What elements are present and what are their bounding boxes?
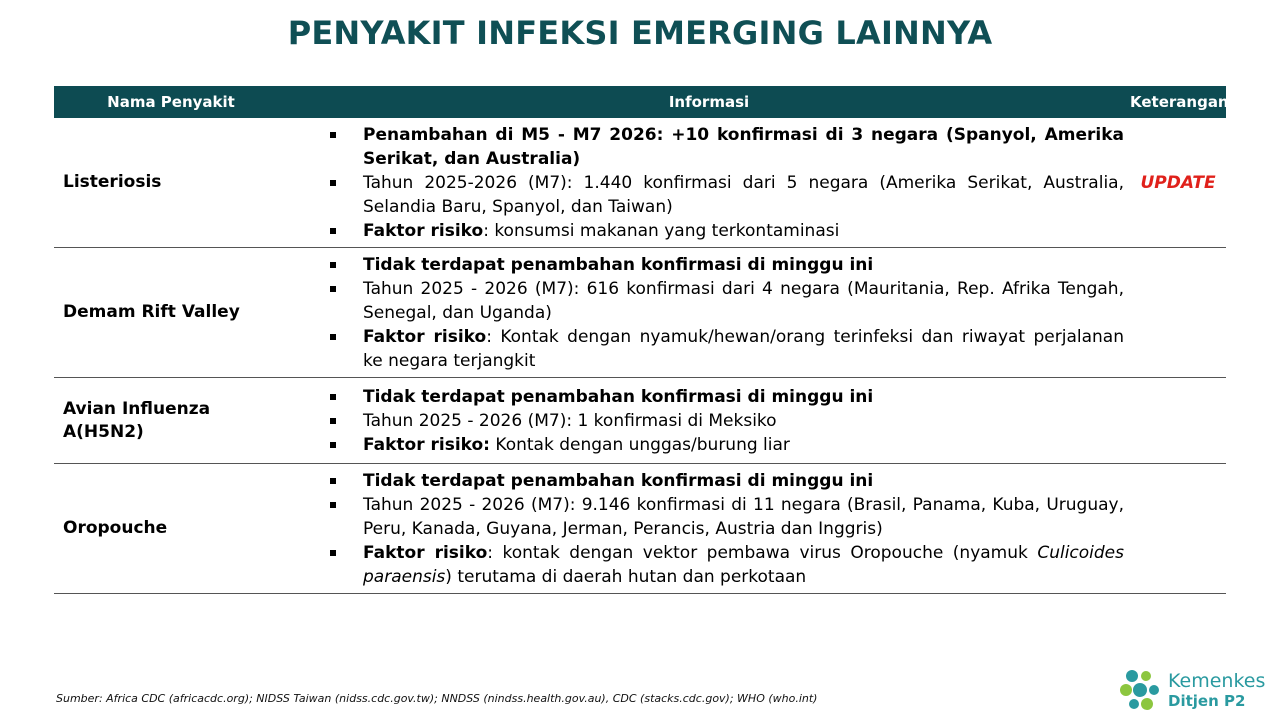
logo-sub: Ditjen P2 [1168, 692, 1246, 710]
header-keterangan: Keterangan [1130, 93, 1229, 111]
bullet-icon [330, 132, 336, 138]
list-item: Faktor risiko: Kontak dengan unggas/burung liar [328, 433, 1124, 457]
kemenkes-logo [1116, 666, 1266, 714]
bullet-icon [330, 550, 336, 556]
table-row [54, 118, 1226, 248]
list-item: Faktor risiko: kontak dengan vektor pembawa virus Oropouche (nyamuk Culicoides paraensis) terutama di daerah hutan dan perkotaan [328, 541, 1124, 589]
list-item: Tahun 2025 - 2026 (M7): 616 konfirmasi dari 4 negara (Mauritania, Rep. Afrika Tengah, Senegal, dan Uganda) [328, 277, 1124, 325]
table-row [54, 464, 1226, 594]
bullet-icon [330, 180, 336, 186]
logo-name: Kemenkes [1168, 670, 1266, 692]
list-item: Tahun 2025 - 2026 (M7): 1 konfirmasi di Meksiko [328, 409, 1124, 433]
disease-info [288, 119, 1130, 247]
bullet-icon [330, 334, 336, 340]
header-nama-penyakit: Nama Penyakit [107, 93, 235, 111]
list-item: Faktor risiko: Kontak dengan nyamuk/hewan/orang terinfeksi dan riwayat perjalanan ke negara terjangkit [328, 325, 1124, 373]
bullet-icon [330, 442, 336, 448]
list-item: Tahun 2025 - 2026 (M7): 9.146 konfirmasi di 11 negara (Brasil, Panama, Kuba, Uruguay, Peru, Kanada, Guyana, Jerman, Perancis, Austria dan Inggris) [328, 493, 1124, 541]
disease-name: Listeriosis [63, 172, 162, 192]
list-item: Tidak terdapat penambahan konfirmasi di minggu ini [328, 469, 1124, 493]
bullet-icon [330, 418, 336, 424]
bullet-icon [330, 502, 336, 508]
source-note: Sumber: Africa CDC (africacdc.org); NIDSS Taiwan (nidss.cdc.gov.tw); NNDSS (nindss.health.gov.au), CDC (stacks.cdc.gov); WHO (who.int) [56, 692, 818, 705]
header-informasi: Informasi [668, 93, 750, 111]
kemenkes-logo-icon [1116, 666, 1164, 714]
disease-table [54, 86, 1229, 594]
table-row [54, 378, 1226, 464]
table-row [54, 248, 1226, 378]
table-header [54, 86, 1229, 118]
bullet-icon [330, 228, 336, 234]
list-item: Penambahan di M5 - M7 2026: +10 konfirmasi di 3 negara (Spanyol, Amerika Serikat, dan Australia) [328, 123, 1124, 171]
disease-info [288, 249, 1130, 377]
bullet-icon [330, 286, 336, 292]
disease-info [288, 465, 1130, 593]
list-item: Tidak terdapat penambahan konfirmasi di minggu ini [328, 253, 1124, 277]
list-item: Tidak terdapat penambahan konfirmasi di minggu ini [328, 385, 1124, 409]
page-title: PENYAKIT INFEKSI EMERGING LAINNYA [287, 14, 993, 52]
disease-name: Demam Rift Valley [63, 302, 240, 322]
update-badge: UPDATE [1140, 172, 1216, 193]
disease-name: Avian Influenza A(H5N2) [63, 398, 211, 442]
disease-info [288, 381, 1130, 461]
list-item: Faktor risiko: konsumsi makanan yang terkontaminasi [328, 219, 1124, 243]
bullet-icon [330, 478, 336, 484]
bullet-icon [330, 394, 336, 400]
keterangan-cell [1130, 173, 1226, 193]
disease-name: Oropouche [63, 518, 168, 538]
list-item: Tahun 2025-2026 (M7): 1.440 konfirmasi dari 5 negara (Amerika Serikat, Australia, Selandia Baru, Spanyol, dan Taiwan) [328, 171, 1124, 219]
bullet-icon [330, 262, 336, 268]
